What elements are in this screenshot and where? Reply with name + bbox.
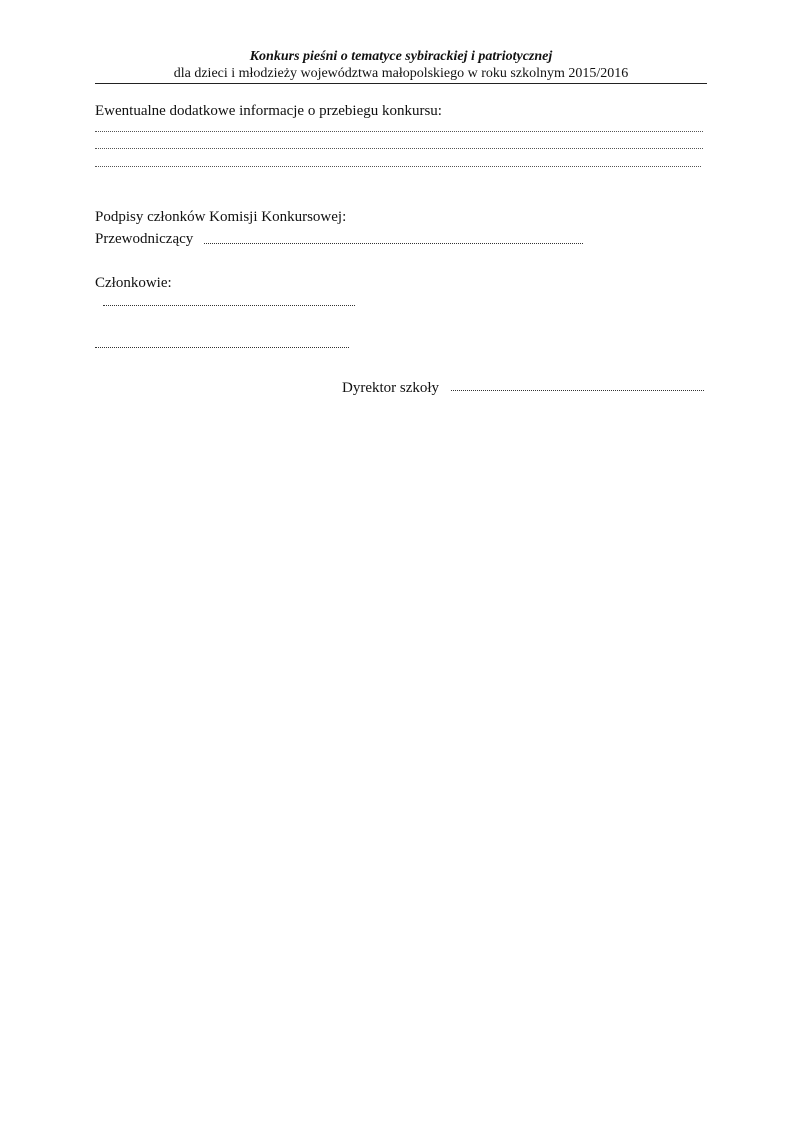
contest-title: Konkurs pieśni o tematyce sybirackiej i patriotycznej xyxy=(249,49,553,64)
additional-info-label: Ewentualne dodatkowe informacje o przebiegu konkursu: xyxy=(95,103,442,119)
contest-subtitle: dla dzieci i młodzieży województwa małopolskiego w roku szkolnym 2015/2016 xyxy=(173,66,629,81)
chair-label: Przewodniczący xyxy=(95,231,194,247)
signatures-heading: Podpisy członków Komisji Konkursowej: xyxy=(95,209,347,225)
members-label: Członkowie: xyxy=(95,275,172,291)
director-label: Dyrektor szkoły xyxy=(342,380,440,396)
member-signature-line-2[interactable] xyxy=(95,347,349,348)
director-signature-line[interactable] xyxy=(451,390,704,391)
chair-signature-line[interactable] xyxy=(204,243,583,244)
document-header xyxy=(95,48,707,82)
additional-info-line-2[interactable] xyxy=(95,148,703,149)
member-signature-line-1[interactable] xyxy=(103,305,355,306)
additional-info-line-1[interactable] xyxy=(95,131,703,132)
header-divider xyxy=(95,83,707,84)
additional-info-line-3[interactable] xyxy=(95,166,701,167)
